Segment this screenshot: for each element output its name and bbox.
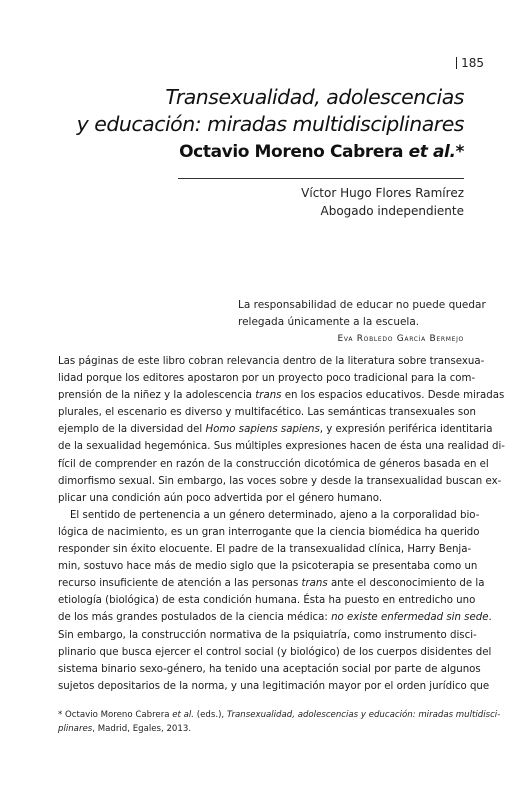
footnote-etal: et al.	[172, 710, 195, 720]
p1-line	[58, 456, 489, 473]
reviewer-affiliation: Abogado independiente	[320, 204, 464, 218]
p1-line	[58, 404, 476, 421]
p1-line	[58, 353, 485, 370]
p1-line	[58, 370, 476, 387]
body-text-run: en los espacios educativos. Desde miradas	[281, 390, 505, 402]
body-text-run: recurso insuficiente de atención a las personas	[58, 578, 302, 590]
p2-line	[58, 592, 476, 609]
review-title-block	[44, 84, 464, 164]
authors-name: Octavio Moreno Cabrera	[179, 142, 404, 162]
footnote	[58, 708, 501, 736]
italic-text: trans	[255, 390, 282, 402]
p2-line	[58, 609, 492, 626]
italic-text: Homo sapiens sapiens	[205, 424, 320, 436]
reviewer-block	[301, 184, 464, 220]
paragraph-1	[58, 353, 505, 507]
footnote-publisher: , Madrid, Egales, 2013.	[92, 724, 192, 734]
footnote-title: Transexualidad, adolescencias y educación: miradas multidisci-	[226, 710, 501, 720]
p2-line	[58, 678, 490, 695]
book-title-line-1: Transexualidad, adolescencias	[165, 85, 464, 109]
epigraph-quote	[238, 297, 486, 331]
authors-etal: et al.*	[408, 142, 464, 162]
p1-line	[58, 421, 493, 438]
p2-line	[58, 575, 485, 592]
epigraph	[238, 297, 486, 347]
page-number-text: 185	[461, 56, 484, 70]
epigraph-attribution: Eva Robledo García Bermejo	[337, 334, 464, 344]
book-title-line-2: y educación: miradas multidisciplinares	[76, 112, 464, 136]
page-number-divider	[456, 57, 457, 69]
body-text-run: responder sin éxito elocuente. El padre de la transexualidad clínica, Harry Benja-	[58, 544, 472, 556]
body-text-run: etiología (biológica) de esta condición humana. Ésta ha puesto en entredicho uno	[58, 595, 476, 607]
footnote-line-1	[58, 708, 501, 722]
body-text-run: prensión de la niñez y la adolescencia	[58, 390, 256, 402]
italic-text: trans	[301, 578, 328, 590]
footnote-text: * Octavio Moreno Cabrera	[58, 710, 173, 720]
p1-line	[58, 387, 505, 404]
p2-line	[58, 524, 480, 541]
body-text-run: plinario que busca ejercer el control social (y biológico) de los cuerpos disidentes del	[58, 646, 492, 658]
body-text-run: fícil de comprender en razón de la construcción dicotómica de géneros basada en el	[58, 458, 489, 470]
epigraph-line-2: relegada únicamente a la escuela.	[238, 316, 420, 328]
body-text-run: Las páginas de este libro cobran relevancia dentro de la literatura sobre transexua-	[58, 356, 485, 367]
p2-line	[58, 644, 492, 661]
p1-line	[58, 473, 502, 490]
p1-line	[58, 438, 505, 455]
footnote-line-2	[58, 722, 464, 736]
body-text-run: lidad porque los editores apostaron por un proyecto poco tradicional para la com-	[58, 373, 476, 385]
footnote-separator	[58, 700, 464, 702]
p2-line	[58, 541, 472, 558]
body-text-run: de los más grandes postulados de la ciencia médica:	[58, 612, 332, 624]
body-text-run: de la sexualidad hegemónica. Sus múltiples expresiones hacen de ésta una realidad di-	[58, 441, 505, 453]
body-text-run: plicar una condición aún poco advertida por el género humano.	[58, 492, 383, 504]
body-text	[58, 353, 505, 695]
p2-line	[58, 627, 477, 644]
body-text-run: sujetos depositarios de la norma, y una legitimación mayor por el orden jurídico que	[58, 680, 490, 692]
footnote-title-end: plinares	[58, 724, 93, 734]
page-number	[456, 56, 484, 70]
body-text-run: El sentido de pertenencia a un género determinado, ajeno a la corporalidad bio-	[70, 509, 480, 521]
p1-line	[58, 490, 464, 507]
body-text-run: ante el desconocimiento de la	[327, 578, 485, 590]
title-divider	[178, 178, 464, 179]
body-text-run: sistema binario sexo-género, ha tenido una aceptación social por parte de algunos	[58, 663, 481, 675]
body-text-run: Sin embargo, la construcción normativa de la psiquiatría, como instrumento disci-	[58, 629, 477, 641]
p2-line	[58, 507, 480, 524]
footnote-eds: (eds.),	[194, 710, 227, 720]
italic-text: no existe enfermedad sin sede	[331, 612, 489, 624]
body-text-run: plurales, el escenario es diverso y multifacético. Las semánticas transexuales son	[58, 407, 476, 419]
body-text-run: dimorfismo sexual. Sin embargo, las voces sobre y desde la transexualidad buscan ex-	[58, 475, 502, 487]
p2-line	[58, 558, 478, 575]
book-authors	[44, 140, 464, 164]
body-text-run: .	[488, 612, 492, 624]
body-text-run: , y expresión periférica identitaria	[319, 424, 493, 436]
paragraph-2	[58, 507, 492, 695]
body-text-run: ejemplo de la diversidad del	[58, 424, 206, 436]
body-text-run: lógica de nacimiento, es un gran interrogante que la ciencia biomédica ha querido	[58, 526, 480, 538]
reviewer-name: Víctor Hugo Flores Ramírez	[301, 186, 464, 200]
body-text-run: min, sostuvo hace más de medio siglo que la psicoterapia se presentaba como un	[58, 561, 478, 573]
epigraph-line-1: La responsabilidad de educar no puede quedar	[238, 299, 486, 311]
p2-line	[58, 661, 481, 678]
